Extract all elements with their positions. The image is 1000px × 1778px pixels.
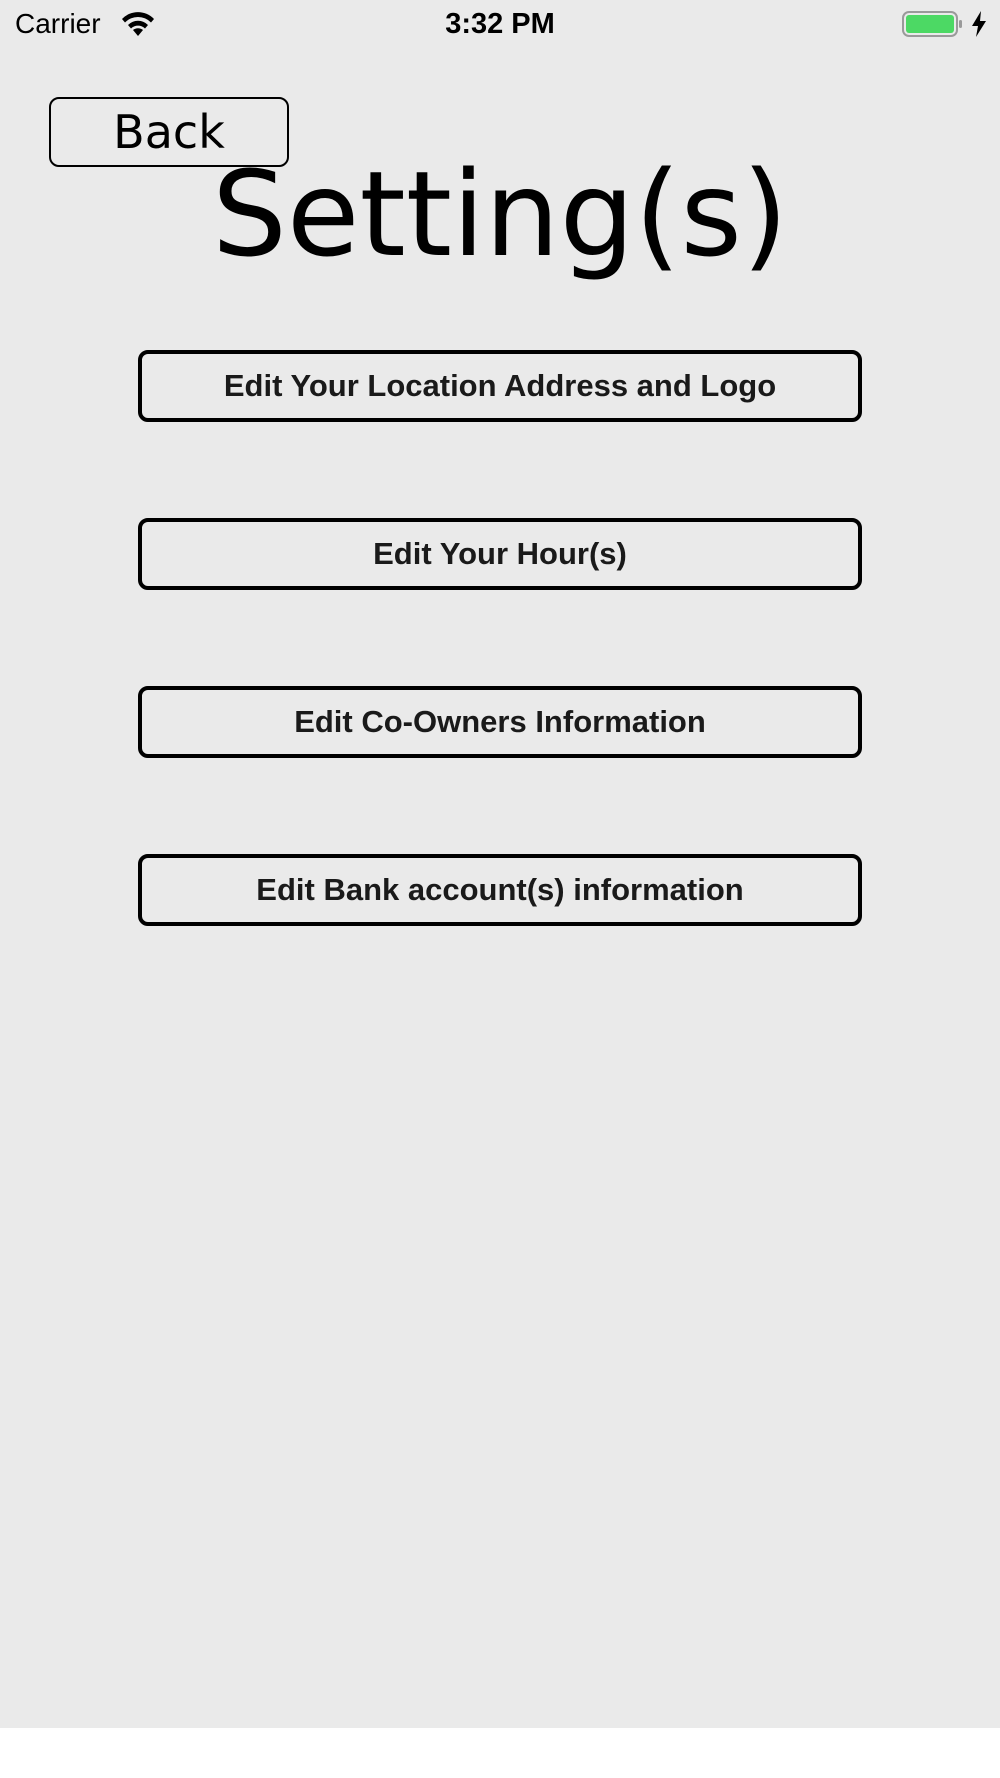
edit-bank-accounts-button[interactable]: Edit Bank account(s) information — [138, 854, 862, 926]
battery-icon — [902, 10, 964, 38]
charging-bolt-icon — [970, 10, 988, 38]
edit-location-address-logo-button[interactable]: Edit Your Location Address and Logo — [138, 350, 862, 422]
status-time: 3:32 PM — [445, 8, 555, 40]
edit-co-owners-button[interactable]: Edit Co-Owners Information — [138, 686, 862, 758]
carrier-label: Carrier — [15, 8, 101, 39]
back-button[interactable]: Back — [49, 97, 289, 167]
edit-hours-button[interactable]: Edit Your Hour(s) — [138, 518, 862, 590]
page-title: Setting(s) — [211, 145, 789, 283]
status-bar — [0, 0, 1000, 50]
